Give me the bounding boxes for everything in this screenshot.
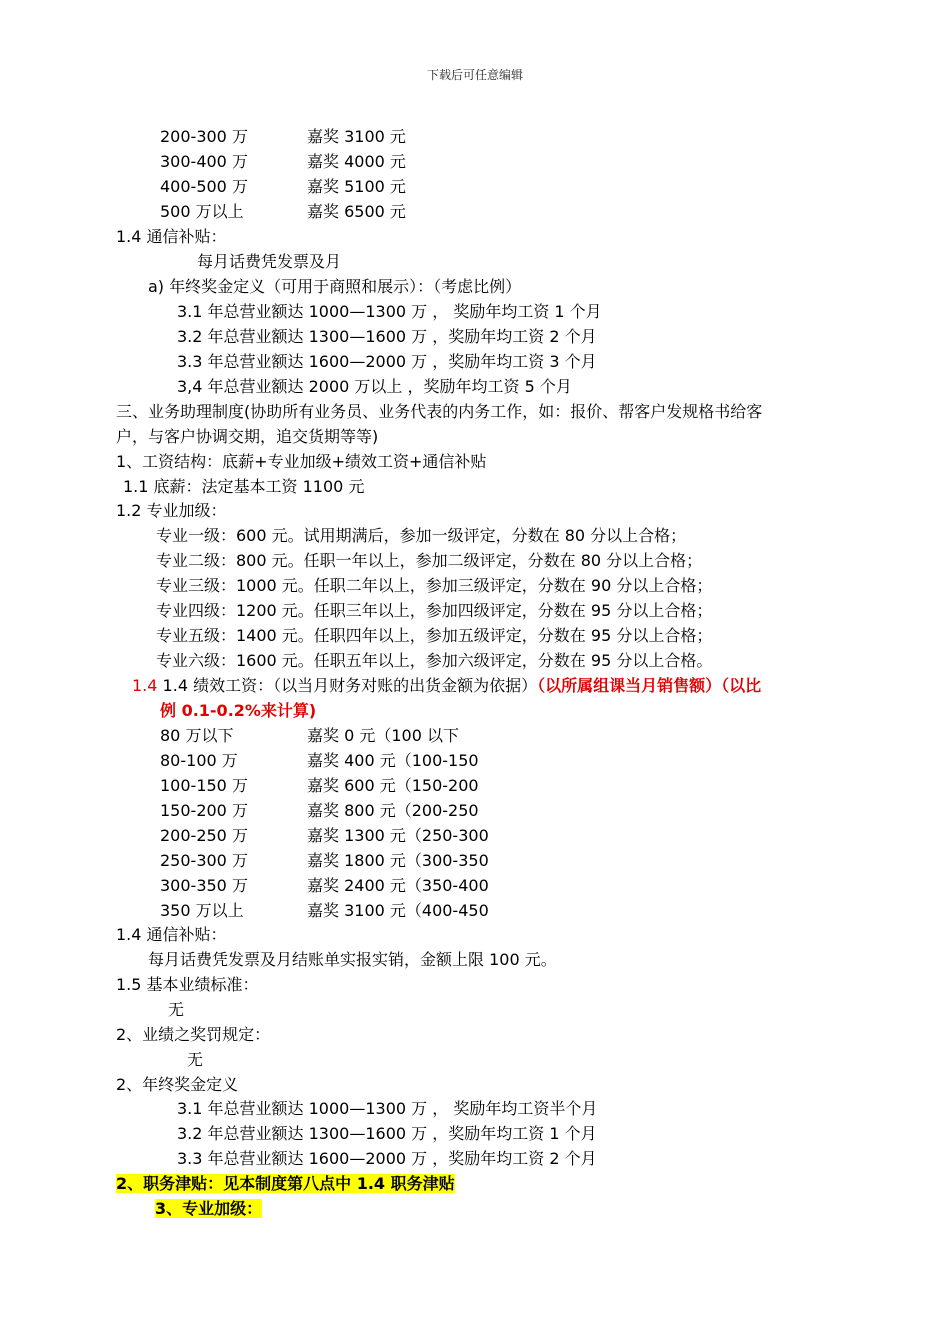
wage-structure: 1、工资结构：底薪+专业加级+绩效工资+通信补贴 bbox=[116, 452, 487, 471]
range-cell: 80 万以下 bbox=[160, 726, 234, 745]
bonus-cell: 嘉奖 1300 元（250-300 bbox=[307, 826, 489, 845]
comm-subsidy-title: 1.4 通信补贴： bbox=[116, 227, 227, 246]
bonus-cell: 嘉奖 800 元（200-250 bbox=[307, 801, 479, 820]
table-row bbox=[160, 202, 406, 222]
perf-pay-number: 1.4 bbox=[132, 676, 158, 695]
year-end-bonus-item: 3,4 年总营业额达 2000 万以上 ，奖励年均工资 5 个月 bbox=[177, 377, 572, 396]
bonus-cell: 嘉奖 400 元（100-150 bbox=[307, 751, 479, 770]
range-cell: 150-200 万 bbox=[160, 801, 248, 820]
year-end-bonus-item: 3.1 年总营业额达 1000—1300 万 ， 奖励年均工资 1 个月 bbox=[177, 302, 602, 321]
table-row bbox=[160, 876, 489, 896]
range-cell: 300-350 万 bbox=[160, 876, 248, 895]
range-cell: 100-150 万 bbox=[160, 776, 248, 795]
base-pay: 1.1 底薪：法定基本工资 1100 元 bbox=[123, 477, 365, 496]
pro-level-item: 专业五级：1400 元。任职四年以上，参加五级评定，分数在 95 分以上合格； bbox=[156, 626, 713, 645]
pro-level-item: 专业三级：1000 元。任职二年以上，参加三级评定，分数在 90 分以上合格； bbox=[156, 576, 713, 595]
bonus-cell: 嘉奖 600 元（150-200 bbox=[307, 776, 479, 795]
year-end-bonus-item: 3.1 年总营业额达 1000—1300 万 ， 奖励年均工资半个月 bbox=[177, 1099, 598, 1118]
section-title-cont: 户，与客户协调交期，追交货期等等) bbox=[116, 427, 379, 446]
year-end-bonus-item: 3.3 年总营业额达 1600—2000 万 ，奖励年均工资 2 个月 bbox=[177, 1149, 597, 1168]
pro-level-item: 专业一级：600 元。试用期满后，参加一级评定，分数在 80 分以上合格； bbox=[156, 526, 687, 545]
table-row bbox=[160, 776, 479, 796]
range-cell: 200-300 万 bbox=[160, 127, 248, 146]
perf-pay-basis: （以所属组课当月销售额）（以比 bbox=[537, 676, 762, 695]
range-cell: 200-250 万 bbox=[160, 826, 248, 845]
pro-level-title: 1.2 专业加级： bbox=[116, 501, 227, 520]
bonus-cell: 嘉奖 1800 元（300-350 bbox=[307, 851, 489, 870]
page-header: 下载后可任意编辑 bbox=[426, 68, 523, 82]
reward-penalty-title: 2、业绩之奖罚规定： bbox=[116, 1025, 271, 1044]
bonus-cell: 嘉奖 6500 元 bbox=[307, 202, 406, 221]
perf-pay-ratio: 例 0.1-0.2%来计算) bbox=[160, 701, 317, 720]
table-row bbox=[160, 826, 489, 846]
range-cell: 80-100 万 bbox=[160, 751, 238, 770]
table-row bbox=[160, 152, 406, 172]
range-cell: 350 万以上 bbox=[160, 901, 244, 920]
duty-allowance: 2、职务津贴：见本制度第八点中 1.4 职务津贴 bbox=[116, 1174, 455, 1193]
basic-target-title: 1.5 基本业绩标准： bbox=[116, 975, 259, 994]
comm-subsidy-body: 每月话费凭发票及月结账单实报实销，金额上限 100 元。 bbox=[148, 950, 557, 969]
pro-level-heading: 3、专业加级： bbox=[155, 1199, 263, 1218]
pro-level-item: 专业四级：1200 元。任职三年以上，参加四级评定，分数在 95 分以上合格； bbox=[156, 601, 713, 620]
pro-level-item: 专业二级：800 元。任职一年以上，参加二级评定，分数在 80 分以上合格； bbox=[156, 551, 703, 570]
year-end-bonus-item: 3.2 年总营业额达 1300—1600 万 ，奖励年均工资 1 个月 bbox=[177, 1124, 597, 1143]
year-end-bonus-title: 2、年终奖金定义 bbox=[116, 1075, 239, 1094]
table-row bbox=[160, 726, 459, 746]
section-title: 三、业务助理制度(协助所有业务员、业务代表的内务工作，如：报价、帮客户发规格书给客 bbox=[116, 402, 763, 421]
perf-pay-title bbox=[132, 676, 761, 696]
bonus-cell: 嘉奖 2400 元（350-400 bbox=[307, 876, 489, 895]
table-row bbox=[160, 901, 489, 921]
range-cell: 300-400 万 bbox=[160, 152, 248, 171]
basic-target-body: 无 bbox=[168, 1000, 185, 1019]
table-row bbox=[160, 851, 489, 871]
bonus-cell: 嘉奖 3100 元（400-450 bbox=[307, 901, 489, 920]
table-row bbox=[160, 751, 479, 771]
reward-penalty-body: 无 bbox=[187, 1050, 204, 1069]
comm-subsidy-body: 每月话费凭发票及月 bbox=[197, 252, 342, 271]
bonus-cell: 嘉奖 3100 元 bbox=[307, 127, 406, 146]
bonus-cell: 嘉奖 0 元（100 以下 bbox=[307, 726, 459, 745]
bonus-cell: 嘉奖 4000 元 bbox=[307, 152, 406, 171]
year-end-bonus-item: 3.3 年总营业额达 1600—2000 万 ，奖励年均工资 3 个月 bbox=[177, 352, 597, 371]
year-end-bonus-title: a) 年终奖金定义（可用于商照和展示）：（考虑比例） bbox=[148, 277, 522, 296]
bonus-cell: 嘉奖 5100 元 bbox=[307, 177, 406, 196]
comm-subsidy-title: 1.4 通信补贴： bbox=[116, 925, 227, 944]
table-row bbox=[160, 177, 406, 197]
pro-level-item: 专业六级：1600 元。任职五年以上，参加六级评定，分数在 95 分以上合格。 bbox=[156, 651, 713, 670]
table-row bbox=[160, 801, 479, 821]
table-row bbox=[160, 127, 406, 147]
range-cell: 400-500 万 bbox=[160, 177, 248, 196]
range-cell: 250-300 万 bbox=[160, 851, 248, 870]
range-cell: 500 万以上 bbox=[160, 202, 244, 221]
year-end-bonus-item: 3.2 年总营业额达 1300—1600 万 ，奖励年均工资 2 个月 bbox=[177, 327, 597, 346]
perf-pay-label: 1.4 绩效工资：（以当月财务对账的出货金额为依据） bbox=[162, 676, 538, 695]
